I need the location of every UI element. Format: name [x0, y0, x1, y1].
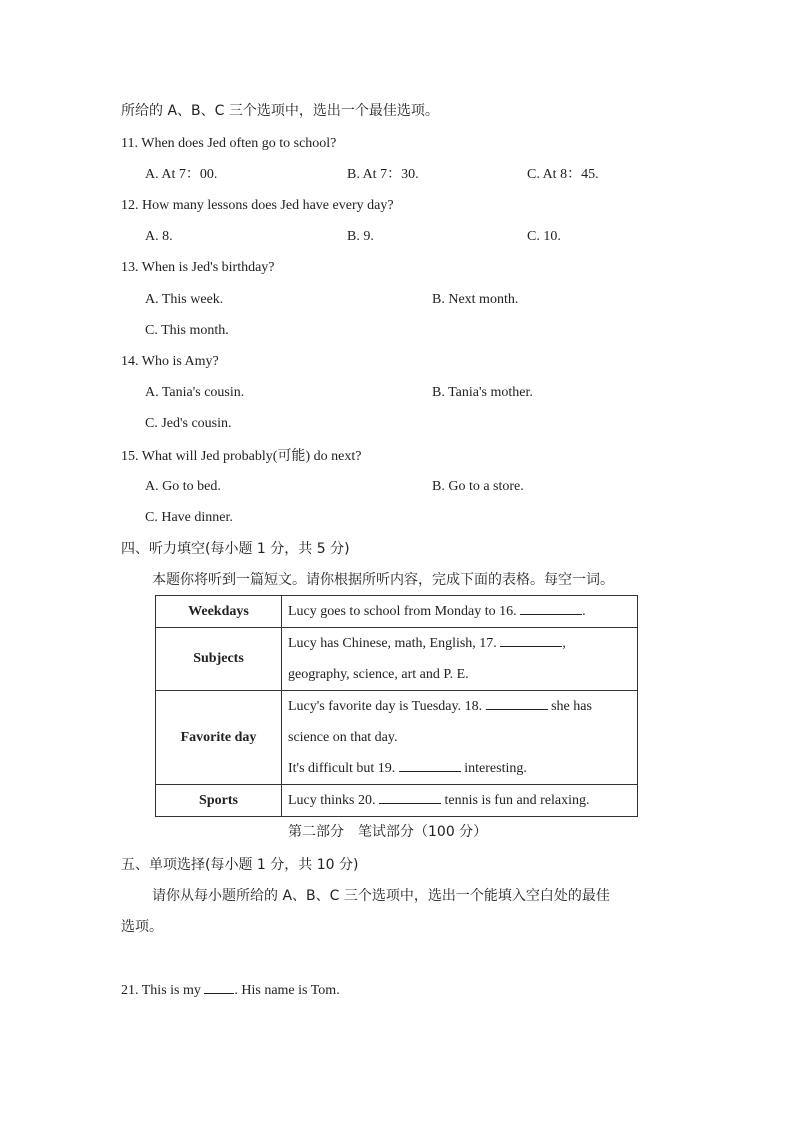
q14-option-a: A. Tania's cousin.: [145, 385, 245, 400]
q11-option-b: B. At 7：30.: [347, 167, 419, 182]
question-13: 13. When is Jed's birthday?: [121, 260, 275, 275]
question-12: 12. How many lessons does Jed have every day?: [121, 198, 394, 213]
q15-option-a: A. Go to bed.: [145, 479, 221, 494]
section-4-title: 四、听力填空(每小题 1 分，共 5 分): [121, 541, 350, 557]
subjects-line-1: Lucy has Chinese, math, English, 17.: [288, 636, 497, 651]
weekdays-cell: [282, 596, 638, 628]
q15-text-start: 15. What will Jed probably(: [121, 449, 278, 464]
weekdays-period: .: [582, 604, 586, 619]
blank-20: [379, 791, 441, 804]
section-5-instruction-2: 选项。: [121, 919, 163, 935]
q15-option-b: B. Go to a store.: [432, 479, 524, 494]
table-row-subjects: [156, 628, 638, 691]
q15-option-c: C. Have dinner.: [145, 510, 233, 525]
q21-text-start: 21. This is my: [121, 983, 201, 998]
question-14: 14. Who is Amy?: [121, 354, 219, 369]
sports-cell: [282, 785, 638, 817]
section-5-title: 五、单项选择(每小题 1 分，共 10 分): [121, 857, 359, 873]
blank-17: [500, 634, 562, 647]
subjects-comma: ,: [562, 636, 566, 651]
q13-option-b: B. Next month.: [432, 292, 519, 307]
q15-chinese-gloss: 可能: [277, 448, 306, 464]
part-2-title: 第二部分 笔试部分（100 分）: [288, 824, 488, 840]
blank-19: [399, 759, 461, 772]
favorite-line-2: science on that day.: [288, 730, 398, 745]
section-5-instruction-1: 请你从每小题所给的 A、B、C 三个选项中，选出一个能填入空白处的最佳: [152, 888, 610, 904]
table-row-sports: [156, 785, 638, 817]
q13-option-a: A. This week.: [145, 292, 224, 307]
weekdays-text: Lucy goes to school from Monday to 16.: [288, 604, 517, 619]
table-row-favorite-day: [156, 691, 638, 785]
weekdays-header: Weekdays: [156, 596, 282, 628]
subjects-cell: [282, 628, 638, 691]
q12-option-c: C. 10.: [527, 229, 561, 244]
q14-option-c: C. Jed's cousin.: [145, 416, 232, 431]
sports-text: Lucy thinks 20.: [288, 793, 376, 808]
q14-option-b: B. Tania's mother.: [432, 385, 533, 400]
subjects-line-2: geography, science, art and P. E.: [288, 667, 469, 682]
question-21: [121, 981, 340, 1000]
listening-table: [155, 595, 638, 817]
favorite-day-cell: [282, 691, 638, 785]
q12-option-a: A. 8.: [145, 229, 173, 244]
question-11: 11. When does Jed often go to school?: [121, 136, 337, 151]
q11-option-c: C. At 8：45.: [527, 167, 599, 182]
sports-header: Sports: [156, 785, 282, 817]
intro-text: 所给的 A、B、C 三个选项中，选出一个最佳选项。: [121, 103, 439, 119]
q21-text-end: . His name is Tom.: [234, 983, 340, 998]
q12-option-b: B. 9.: [347, 229, 374, 244]
favorite-line-1-end: she has: [551, 699, 592, 714]
question-15: [121, 447, 361, 466]
table-row-weekdays: [156, 596, 638, 628]
favorite-line-3-end: interesting.: [464, 761, 527, 776]
subjects-header: Subjects: [156, 628, 282, 691]
section-4-instruction: 本题你将听到一篇短文。请你根据所听内容，完成下面的表格。每空一词。: [152, 572, 614, 588]
q11-option-a: A. At 7：00.: [145, 167, 218, 182]
favorite-line-1: Lucy's favorite day is Tuesday. 18.: [288, 699, 483, 714]
blank-18: [486, 697, 548, 710]
blank-16: [520, 602, 582, 615]
sports-text-end: tennis is fun and relaxing.: [444, 793, 590, 808]
favorite-day-header: Favorite day: [156, 691, 282, 785]
blank-21: [204, 981, 234, 994]
q13-option-c: C. This month.: [145, 323, 229, 338]
favorite-line-3: It's difficult but 19.: [288, 761, 396, 776]
q15-text-end: ) do next?: [305, 449, 362, 464]
